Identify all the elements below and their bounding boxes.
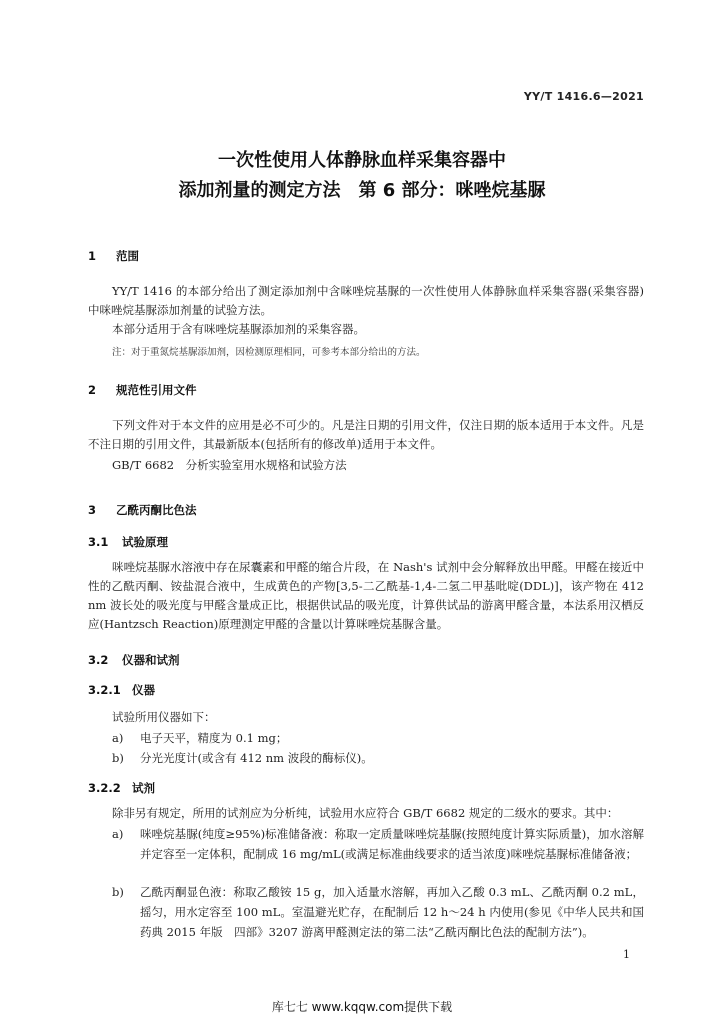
section-number: 3 — [88, 503, 97, 517]
scope-applicability — [88, 320, 644, 339]
section-title: 仪器 — [132, 683, 155, 697]
references-paragraph — [88, 416, 644, 454]
list-item-text: 咪唑烷基脲(纯度≥95%)标准储备液：称取一定质量咪唑烷基脲(按照纯度计算实际质量)，加水溶解并定容至一定体积，配制成 16 mg/mL(或满足标准曲线要求的适当浓度)咪唑烷基脲标准储备液； — [140, 827, 644, 861]
section-heading-3-2 — [88, 652, 180, 668]
instruments-intro — [88, 708, 644, 727]
document-title — [0, 146, 724, 206]
list-marker: b) — [112, 751, 124, 765]
title-line-2: 添加剂量的测定方法 第 6 部分：咪唑烷基脲 — [178, 180, 546, 201]
section-number: 3.2.2 — [88, 781, 121, 795]
reagent-item — [112, 882, 644, 942]
section-title: 范围 — [116, 249, 139, 263]
section-number: 3.2 — [88, 653, 109, 667]
section-number: 1 — [88, 249, 97, 263]
section-heading-2 — [88, 382, 197, 398]
scope-text: YY/T 1416 的本部分给出了测定添加剂中含咪唑烷基脲的一次性使用人体静脉血样采集容器(采集容器)中咪唑烷基脲添加剂量的试验方法。 — [88, 284, 644, 317]
instrument-item — [112, 748, 644, 768]
list-item-text: 电子天平，精度为 0.1 mg； — [140, 731, 288, 745]
list-marker: a) — [112, 827, 124, 841]
scope-note: 注：对于重氮烷基脲添加剂，因检测原理相同，可参考本部分给出的方法。 — [112, 347, 426, 358]
standard-id: YY/T 1416.6—2021 — [523, 90, 644, 103]
reagents-intro-text: 除非另有规定，所用的试剂应为分析纯，试验用水应符合 GB/T 6682 规定的二级水的要求。其中： — [112, 806, 619, 820]
section-heading-3-1 — [88, 534, 168, 550]
scope-applicability-text: 本部分适用于含有咪唑烷基脲添加剂的采集容器。 — [112, 322, 365, 336]
references-text: 下列文件对于本文件的应用是必不可少的。凡是注日期的引用文件，仅注日期的版本适用于本文件。凡是不注日期的引用文件，其最新版本(包括所有的修改单)适用于本文件。 — [88, 418, 644, 451]
reagent-item — [112, 824, 644, 864]
list-item-text: 分光光度计(或含有 412 nm 波段的酶标仪)。 — [140, 751, 373, 765]
section-title: 规范性引用文件 — [116, 383, 197, 397]
reference-entry — [88, 456, 644, 475]
section-title: 乙酰丙酮比色法 — [116, 503, 197, 517]
section-heading-3-2-2 — [88, 780, 155, 796]
page-number: 1 — [623, 948, 630, 961]
section-number: 3.2.1 — [88, 683, 121, 697]
section-number: 2 — [88, 383, 97, 397]
section-heading-3-2-1 — [88, 682, 155, 698]
principle-paragraph — [88, 558, 644, 634]
scope-paragraph — [88, 282, 644, 320]
section-title: 试验原理 — [122, 535, 168, 549]
list-marker: b) — [112, 885, 124, 899]
section-heading-1 — [88, 248, 139, 264]
list-marker: a) — [112, 731, 124, 745]
principle-text: 咪唑烷基脲水溶液中存在尿囊素和甲醛的缩合片段，在 Nash's 试剂中会分解释放出甲醛。甲醛在接近中性的乙酰丙酮、铵盐混合液中，生成黄色的产物[3,5-二乙酰基-1,4-二氢二甲基吡啶(DDL)]，该产物在 412 nm 波长处的吸光度与甲醛含量成正比，根据供试品的吸光度，计算供试品的游离甲醛含量，本法系用汉栖反应(Hantzsch Reaction)原理测定甲醛的含量以计算咪唑烷基脲含量。 — [88, 560, 644, 631]
reference-entry-text: GB/T 6682 分析实验室用水规格和试验方法 — [112, 458, 347, 472]
section-heading-3 — [88, 502, 197, 518]
section-number: 3.1 — [88, 535, 109, 549]
section-title: 仪器和试剂 — [122, 653, 180, 667]
reagents-intro — [88, 804, 644, 823]
instrument-item — [112, 728, 644, 748]
download-footer: 库七七 www.kqqw.com提供下载 — [271, 1000, 453, 1014]
instruments-intro-text: 试验所用仪器如下： — [112, 710, 216, 724]
list-item-text: 乙酰丙酮显色液：称取乙酸铵 15 g，加入适量水溶解，再加入乙酸 0.3 mL、乙酰丙酮 0.2 mL，摇匀，用水定容至 100 mL。室温避光贮存，在配制后 12 h～24 h 内使用(参见《中华人民共和国药典 2015 年版 四部》3207 游离甲醛测定法的第二法“乙酰丙酮比色法的配制方法”)。 — [140, 885, 644, 939]
title-line-1: 一次性使用人体静脉血样采集容器中 — [218, 150, 506, 171]
section-title: 试剂 — [132, 781, 155, 795]
